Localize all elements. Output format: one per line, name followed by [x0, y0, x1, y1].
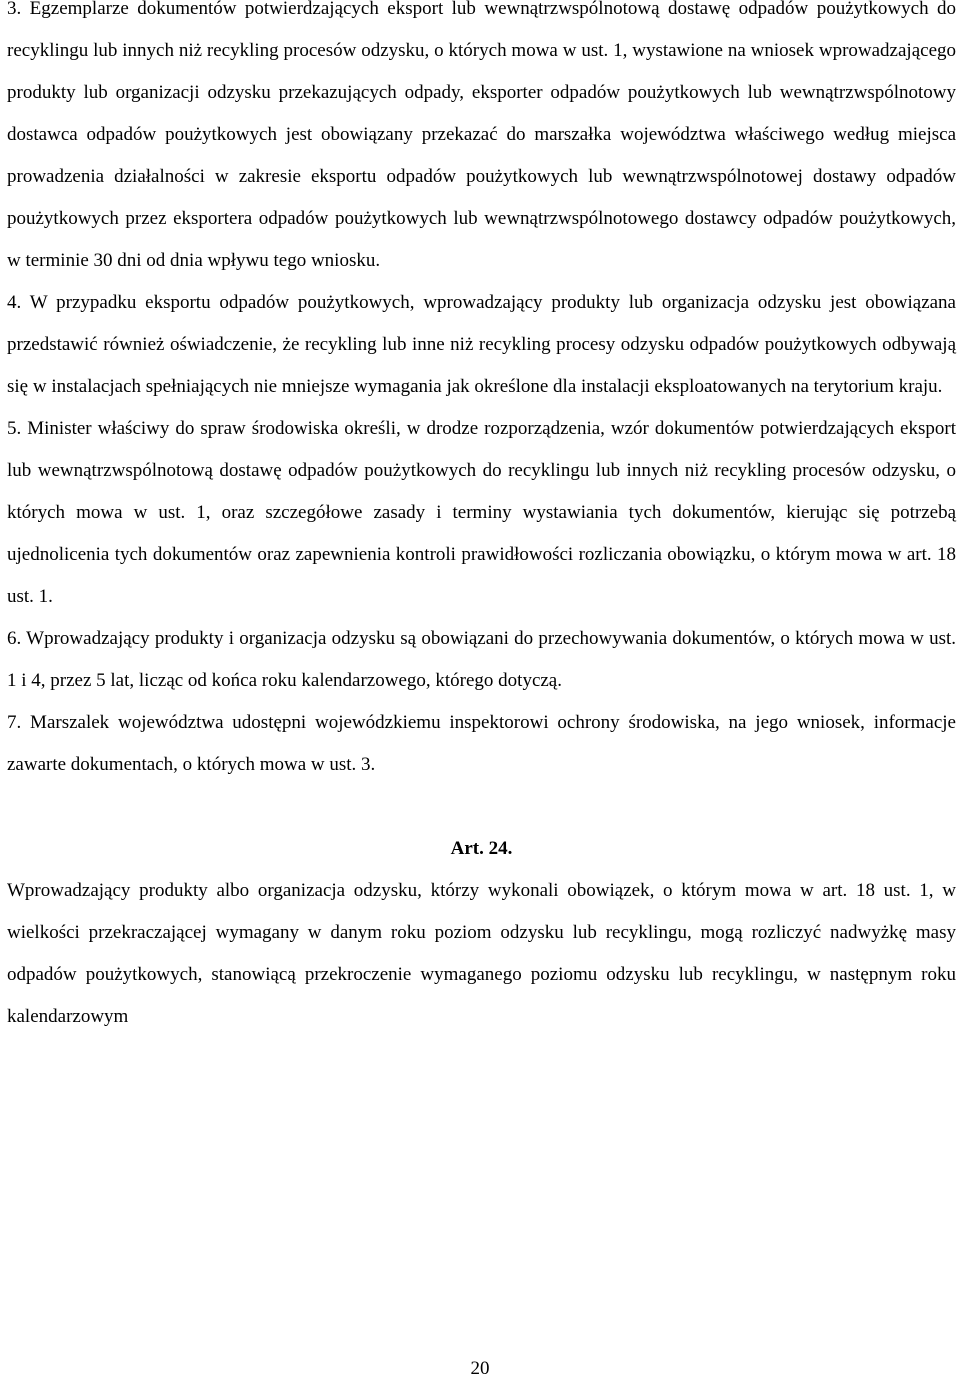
paragraph-7: 7. Marszalek województwa udostępni wojewódzkiemu inspektorowi ochrony środowiska, na jego wniosek, informacje zawarte dokumentach, o których mowa w ust. 3. — [7, 712, 956, 775]
paragraph-3: 3. Egzemplarze dokumentów potwierdzających eksport lub wewnątrzwspólnotową dostawę odpadów poużytkowych do recyklingu lub innych niż recykling procesów odzysku, o których mowa w ust. 1, wystawione na wniosek wprowadzającego produkty lub organizacji odzysku przekazujących odpady, eksporter odpadów poużytkowych lub wewnątrzwspólnotowy dostawca odpadów poużytkowych jest obowiązany przekazać do marszałka województwa właściwego według miejsca prowadzenia działalności w zakresie eksportu odpadów poużytkowych lub wewnątrzwspólnotowej dostawy odpadów poużytkowych przez eksportera odpadów poużytkowych lub wewnątrzwspólnotowego dostawcy odpadów poużytkowych, w terminie 30 dni od dnia wpływu tego wniosku. — [7, 0, 956, 271]
article-heading: Art. 24. — [450, 838, 513, 859]
article-text: Wprowadzający produkty albo organizacja odzysku, którzy wykonali obowiązek, o którym mowa w art. 18 ust. 1, w wielkości przekraczającej wymagany w danym roku poziom odzysku lub recyklingu, mogą rozliczyć nadwyżkę masy odpadów poużytkowych, stanowiącą przekroczenie wymaganego poziomu odzysku lub recyklingu, w następnym roku kalendarzowym — [7, 880, 956, 1027]
paragraph-6: 6. Wprowadzający produkty i organizacja odzysku są obowiązani do przechowywania dokumentów, o których mowa w ust. 1 i 4, przez 5 lat, licząc od końca roku kalendarzowego, którego dotyczą. — [7, 628, 956, 691]
paragraph-4: 4. W przypadku eksportu odpadów poużytkowych, wprowadzający produkty lub organizacja odzysku jest obowiązana przedstawić również oświadczenie, że recykling lub inne niż recykling procesy odzysku odpadów poużytkowych odbywają się w instalacjach spełniających nie mniejsze wymagania jak określone dla instalacji eksploatowanych na terytorium kraju. — [7, 292, 956, 397]
page-number: 20 — [470, 1358, 490, 1379]
document-page — [7, 0, 956, 1038]
paragraph-5: 5. Minister właściwy do spraw środowiska określi, w drodze rozporządzenia, wzór dokumentów potwierdzających eksport lub wewnątrzwspólnotową dostawę odpadów poużytkowych do recyklingu lub innych niż recykling procesów odzysku, o których mowa w ust. 1, oraz szczegółowe zasady i terminy wystawiania tych dokumentów, kierując się potrzebą ujednolicenia tych dokumentów oraz zapewnienia kontroli prawidłowości rozliczania obowiązku, o którym mowa w art. 18 ust. 1. — [7, 418, 956, 607]
